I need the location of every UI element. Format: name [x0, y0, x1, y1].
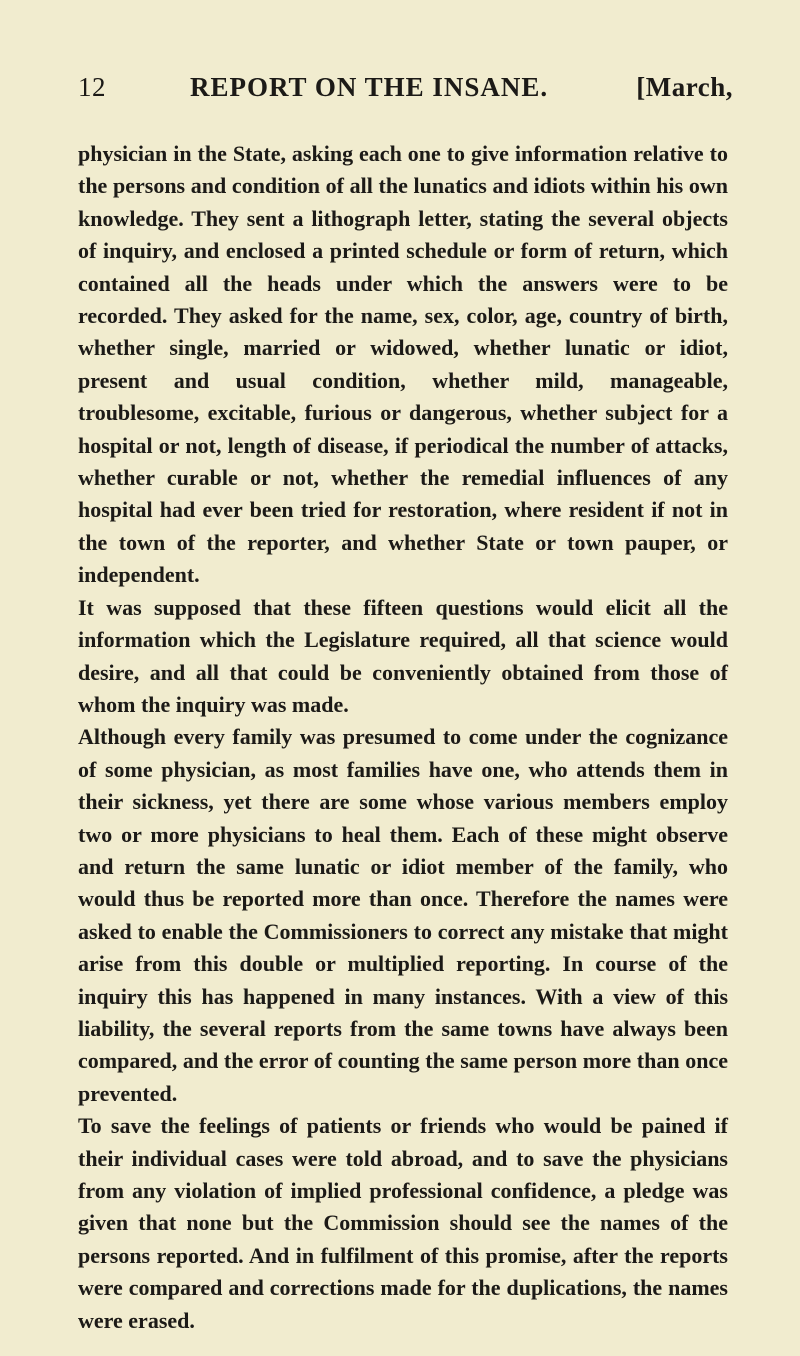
paragraph-continuation: physician in the State, asking each one to give information relative to the persons and condition of all the lunatics and idiots within his own knowledge. They sent a lithograph letter, stating the several objects of inquiry, and enclosed a printed schedule or form of return, which contained all the heads under which the answers were to be recorded. They asked for the name, sex, color, age, country of birth, whether single, married or widowed, whether lunatic or idiot, present and usual condition, whether mild, manageable, troublesome, excitable, furious or dangerous, whether subject for a hospital or not, length of disease, if periodical the number of attacks, whether curable or not, whether the remedial influences of any hospital had ever been tried for restoration, where resident if not in the town of the reporter, and whether State or town pauper, or independent.	[78, 141, 728, 588]
header-date: [March,	[636, 72, 733, 102]
paragraph-families: Although every family was presumed to come under the cognizance of some physician, as most families have one, who attends them in their sickness, yet there are some whose various members employ two or more physicians to heal them. Each of these might observe and return the same lunatic or idiot member of the family, who would thus be reported more than once. Therefore the names were asked to enable the Commissioners to correct any mistake that might arise from this double or multiplied reporting. In course of the inquiry this has happened in many instances. With a view of this liability, the several reports from the same towns have always been compared, and the error of counting the same person more than once prevented.	[78, 724, 728, 1106]
paragraph-questions: It was supposed that these fifteen questions would elicit all the information which the Legislature required, all that science would desire, and all that could be conveniently obtained from those of whom the inquiry was made.	[78, 594, 728, 717]
page-number: 12	[78, 72, 106, 102]
running-title: REPORT ON THE INSANE.	[190, 72, 549, 102]
paragraph-confidence: To save the feelings of patients or friends who would be pained if their individual cases were told abroad, and to save the physicians from any violation of implied professional confidence, a pledge was given that none but the Commission should see the names of the persons reported. And in fulfilment of this promise, after the reports were compared and corrections made for the duplications, the names were erased.	[78, 1113, 728, 1333]
body-text	[78, 138, 728, 1337]
page-header	[78, 72, 733, 112]
